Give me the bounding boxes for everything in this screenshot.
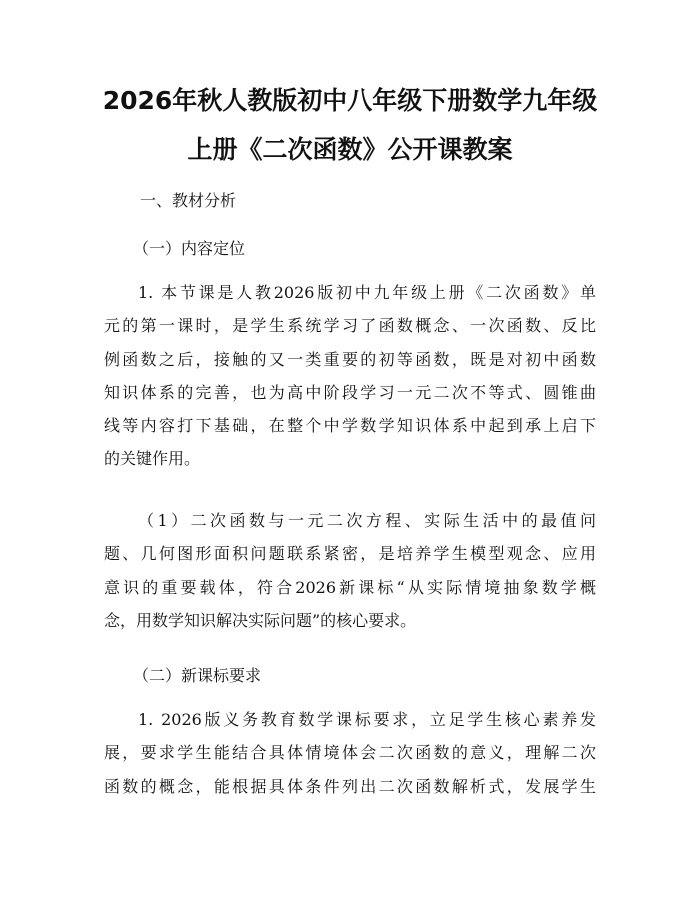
paragraph-line: 元的第一课时，是学生系统学习了函数概念、一次函数、反比: [104, 316, 596, 336]
paragraph-line: 知识体系的完善，也为高中阶段学习一元二次不等式、圆锥曲: [104, 382, 596, 402]
paragraph-line: 1. 本节课是人教2026版初中九年级上册《二次函数》单: [138, 283, 596, 302]
document-title-line-2: 上册《二次函数》公开课教案: [187, 135, 513, 164]
paragraph-curriculum-standard-1: [104, 703, 596, 803]
paragraph-line: 例函数之后，接触的又一类重要的初等函数，既是对初中函数: [104, 349, 596, 369]
paragraph-content-positioning-1: [104, 276, 596, 476]
subsection-heading-content-positioning: （一）内容定位: [133, 239, 246, 258]
paragraph-line: 线等内容打下基础，在整个中学数学知识体系中起到承上启下: [104, 416, 596, 436]
paragraph-line: 函数的概念，能根据具体条件列出二次函数解析式，发展学生: [104, 776, 596, 796]
paragraph-line: 念，用数学知识解决实际问题”的核心要求。: [104, 610, 417, 630]
paragraph-line: 展，要求学生能结合具体情境体会二次函数的意义，理解二次: [104, 743, 596, 763]
subsection-heading-curriculum-standard: （二）新课标要求: [133, 666, 262, 685]
paragraph-line: 题、几何图形面积问题联系紧密，是培养学生模型观念、应用: [104, 544, 596, 564]
paragraph-line: 意识的重要载体，符合2026新课标“从实际情境抽象数学概: [104, 577, 596, 597]
paragraph-line: （1）二次函数与一元二次方程、实际生活中的最值问: [138, 511, 596, 530]
document-title-line-1: 2026年秋人教版初中八年级下册数学九年级: [102, 86, 598, 115]
paragraph-line: 的关键作用。: [104, 449, 201, 469]
paragraph-content-positioning-2: [104, 504, 596, 637]
section-heading-teaching-material-analysis: 一、教材分析: [140, 191, 237, 210]
paragraph-line: 1. 2026版义务教育数学课标要求，立足学生核心素养发: [138, 710, 596, 729]
